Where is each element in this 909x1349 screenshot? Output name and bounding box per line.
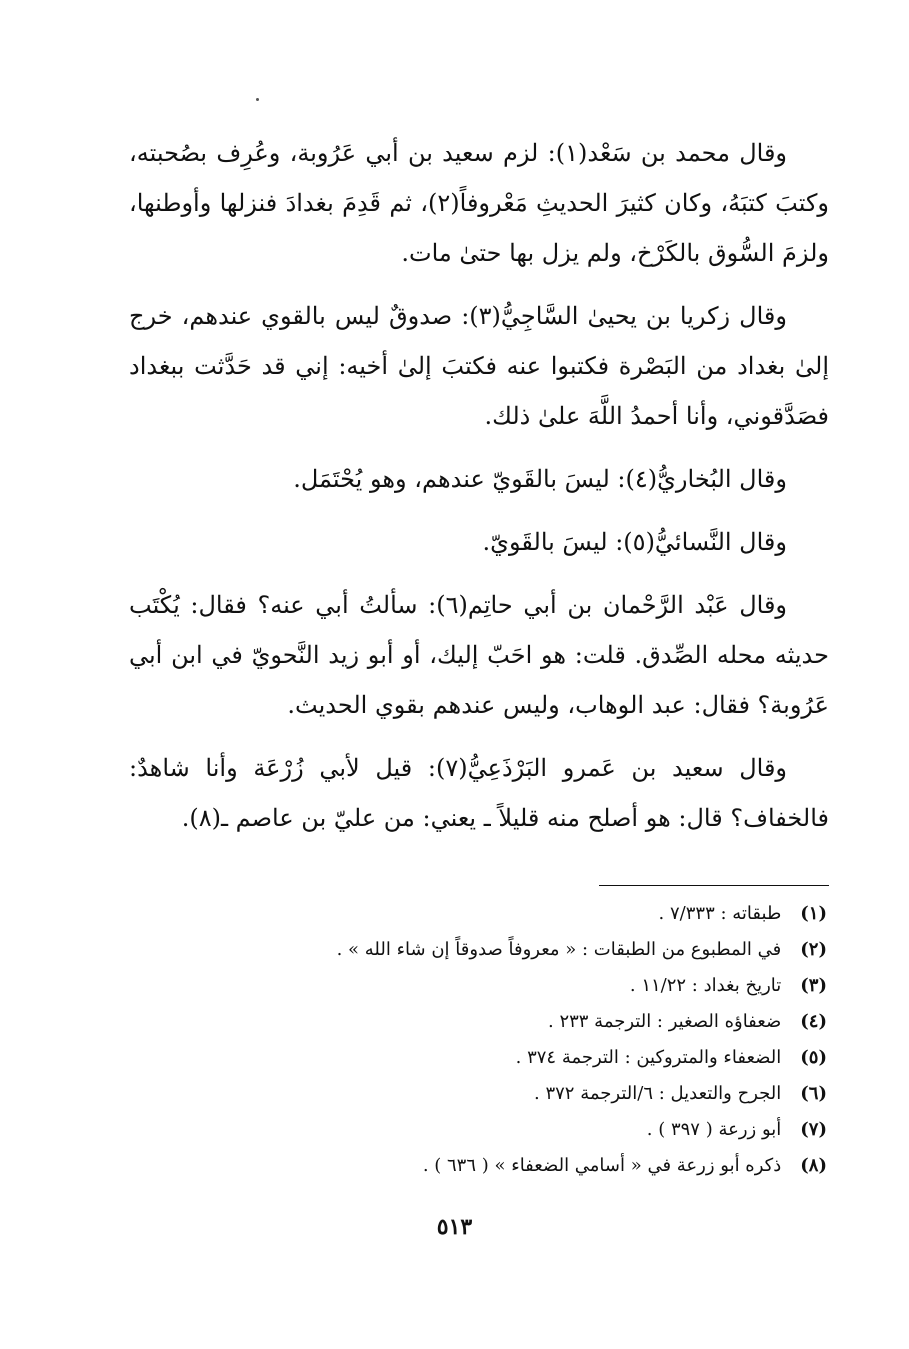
- footnote-number: (٣): [800, 975, 827, 996]
- footnote-text: الجرح والتعديل : ٦/الترجمة ٣٧٢ .: [534, 1083, 782, 1104]
- page-number: ٥١٣: [436, 1214, 473, 1240]
- footnote-text: الضعفاء والمتروكين : الترجمة ٣٧٤ .: [515, 1047, 782, 1068]
- footnote-5: [127, 1040, 827, 1076]
- paragraph-ibn-abi-hatim: وقال عَبْد الرَّحْمان بن أبي حاتِم(٦): سألتُ أبي عنه؟ فقال: يُكْتَب حديثه محله الصِّدق. قلت: هو احَبّ إليك، أو أبو زيد النَّحويّ في ابن أبي عَرُوبة؟ فقال: عبد الوهاب، وليس عندهم بقوي الحديث.: [129, 591, 829, 719]
- footnote-3: [127, 968, 827, 1004]
- paragraph-ibn-sad: وقال محمد بن سَعْد(١): لزم سعيد بن أبي عَرُوبة، وعُرِف بصُحبته، وكتبَ كتبَهُ، وكان كثيرَ الحديثِ مَعْروفاً(٢)، ثم قَدِمَ بغدادَ فنزلها وأوطنها، ولزمَ السُّوق بالكَرْخ، ولم يزل بها حتىٰ مات.: [129, 139, 829, 267]
- footnote-6: [127, 1076, 827, 1112]
- footnote-number: (٧): [800, 1119, 827, 1140]
- footnote-8: [127, 1148, 827, 1184]
- footnote-number: (٦): [800, 1083, 827, 1104]
- footnote-number: (٢): [800, 939, 827, 960]
- print-speck: [256, 98, 259, 101]
- footnote-text: طبقاته : ٧/٣٣٣ .: [658, 903, 782, 924]
- paragraph-nasai: وقال النَّسائيُّ(٥): ليسَ بالقَويّ.: [482, 528, 787, 556]
- footnote-4: [127, 1004, 827, 1040]
- footnote-text: ذكره أبو زرعة في « أسامي الضعفاء » ( ٦٣٦ ) .: [422, 1155, 782, 1176]
- footnote-text: تاريخ بغداد : ١١/٢٢ .: [629, 975, 782, 996]
- footnote-number: (٨): [800, 1155, 827, 1176]
- footnote-number: (٥): [800, 1047, 827, 1068]
- footnote-7: [127, 1112, 827, 1148]
- footnote-text: ضعفاؤه الصغير : الترجمة ٢٣٣ .: [547, 1011, 782, 1032]
- paragraph-bukhari: وقال البُخاريُّ(٤): ليسَ بالقَويّ عندهم، وهو يُحْتَمَل.: [293, 465, 787, 493]
- footnote-text: في المطبوع من الطبقات : « معروفاً صدوقاً إن شاء الله » .: [336, 939, 782, 960]
- footnote-1: [127, 896, 827, 932]
- footnote-number: (٤): [800, 1011, 827, 1032]
- main-text: [129, 128, 829, 856]
- footnotes-list: [127, 896, 827, 1184]
- footnote-text: أبو زرعة ( ٣٩٧ ) .: [646, 1119, 782, 1140]
- footnote-2: [127, 932, 827, 968]
- paragraph-bardhai: وقال سعيد بن عَمرو البَرْذَعِيُّ(٧): قيل لأبي زُرْعَة وأنا شاهدٌ: فالخفاف؟ قال: هو أصلح منه قليلاً ـ يعني: من عليّ بن عاصم ـ(٨).: [129, 754, 829, 832]
- paragraph-saji: وقال زكريا بن يحيىٰ السَّاجِيُّ(٣): صدوقٌ ليس بالقوي عندهم، خرج إلىٰ بغداد من البَصْرة فكتبوا عنه فكتبَ إلىٰ أخيه: إني قد حَدَّثت ببغداد فصَدَّقوني، وأنا أحمدُ اللَّهَ علىٰ ذلك.: [129, 302, 829, 430]
- footnote-number: (١): [800, 903, 827, 924]
- footnote-divider: [599, 885, 829, 886]
